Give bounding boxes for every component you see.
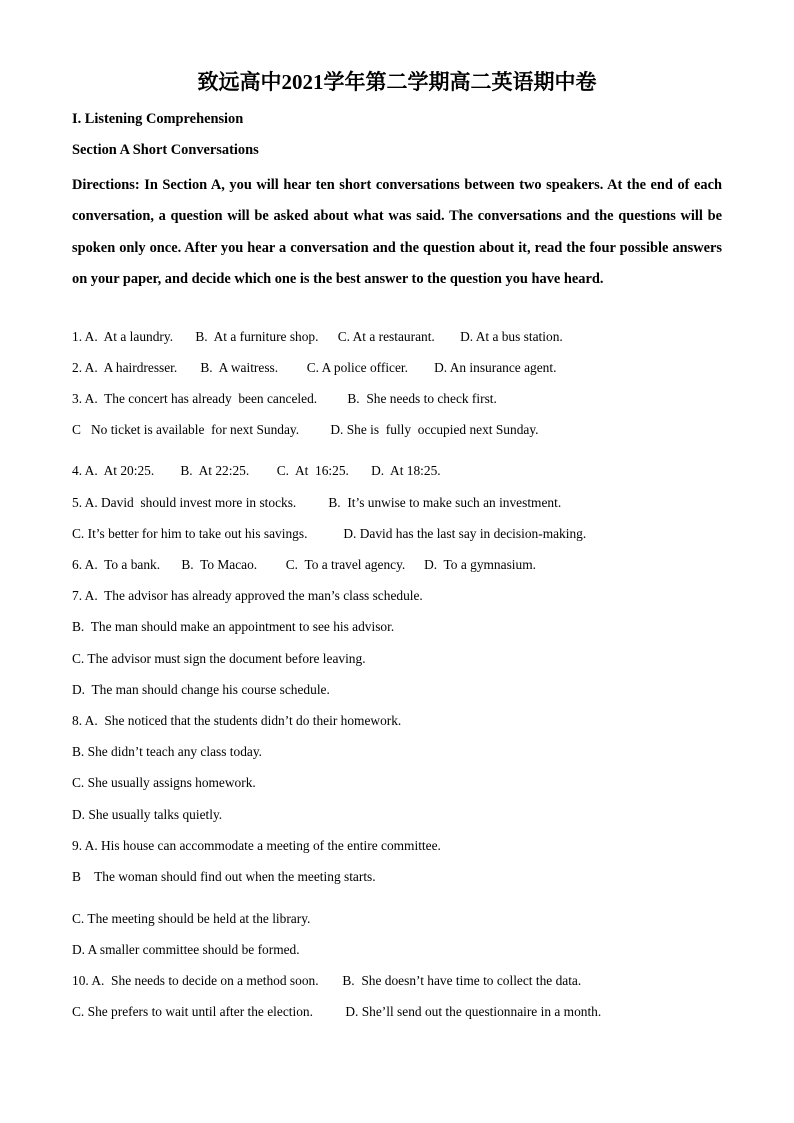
option: C. The advisor must sign the document before leaving.: [72, 651, 366, 666]
option: B. To Macao.: [181, 557, 258, 572]
question-line-6: [72, 494, 561, 512]
option: C. To a travel agency.: [285, 557, 406, 572]
option: D. An insurance agent.: [434, 360, 557, 375]
option: C. It’s better for him to take out his savings.: [72, 526, 308, 541]
option: C. The meeting should be held at the library.: [72, 911, 311, 926]
question-line-14: [72, 743, 262, 761]
question-line-10: [72, 618, 394, 636]
option: B. She needs to check first.: [347, 391, 497, 406]
question-line-5: [72, 462, 441, 480]
option: D. At 18:25.: [371, 463, 441, 478]
question-line-21: [72, 972, 581, 990]
question-line-17: [72, 837, 441, 855]
question-line-11: [72, 650, 366, 668]
question-line-22: [72, 1003, 601, 1021]
option: D. To a gymnasium.: [424, 557, 536, 572]
option: 2. A. A hairdresser.: [72, 360, 178, 375]
option: C. At 16:25.: [276, 463, 349, 478]
option: D. She’ll send out the questionnaire in a month.: [345, 1004, 602, 1019]
option: B. At a furniture shop.: [195, 329, 319, 344]
question-line-12: [72, 681, 330, 699]
option: D. A smaller committee should be formed.: [72, 942, 300, 957]
question-line-1: [72, 328, 563, 346]
option: D. She is fully occupied next Sunday.: [330, 422, 539, 437]
option: B. The man should make an appointment to see his advisor.: [72, 619, 395, 634]
option: D. David has the last say in decision-making.: [343, 526, 587, 541]
option: B. She didn’t teach any class today.: [72, 744, 263, 759]
option: 9. A. His house can accommodate a meeting of the entire committee.: [72, 838, 441, 853]
option: C No ticket is available for next Sunday.: [72, 422, 300, 437]
option: 3. A. The concert has already been canceled.: [72, 391, 318, 406]
option: C. She prefers to wait until after the election.: [72, 1004, 313, 1019]
question-line-13: [72, 712, 401, 730]
option: C. She usually assigns homework.: [72, 775, 256, 790]
option: C. At a restaurant.: [337, 329, 435, 344]
option: B. It’s unwise to make such an investment.: [328, 495, 562, 510]
option: B. At 22:25.: [180, 463, 250, 478]
option: D. She usually talks quietly.: [72, 807, 223, 822]
option: C. A police officer.: [306, 360, 408, 375]
question-line-3: [72, 390, 497, 408]
page-title: 致远高中2021学年第二学期高二英语期中卷: [197, 70, 597, 94]
part-heading: I. Listening Comprehension: [72, 111, 244, 127]
question-line-20: [72, 941, 300, 959]
option: 1. A. At a laundry.: [72, 329, 174, 344]
option: B. A waitress.: [200, 360, 279, 375]
question-line-8: [72, 556, 536, 574]
option: D. The man should change his course schedule.: [72, 682, 330, 697]
section-heading: Section A Short Conversations: [72, 142, 259, 158]
question-line-18: [72, 868, 376, 886]
directions-paragraph: Directions: In Section A, you will hear ten short conversations between two speakers. At the end of each conversation, a question will be asked about what was said. The conversations and the questions will be spoken only once. After you hear a conversation and the question about it, read the four possible answers on your paper, and decide which one is the best answer to the question you have heard.: [72, 177, 722, 287]
question-line-4: [72, 421, 539, 439]
question-line-19: [72, 910, 310, 928]
option: 5. A. David should invest more in stocks.: [72, 495, 297, 510]
question-line-9: [72, 587, 423, 605]
option: B. She doesn’t have time to collect the data.: [342, 973, 582, 988]
option: B The woman should find out when the meeting starts.: [72, 869, 376, 884]
option: D. At a bus station.: [460, 329, 563, 344]
option: 8. A. She noticed that the students didn’t do their homework.: [72, 713, 402, 728]
option: 7. A. The advisor has already approved the man’s class schedule.: [72, 588, 423, 603]
option: 10. A. She needs to decide on a method soon.: [72, 973, 319, 988]
question-line-7: [72, 525, 586, 543]
option: 6. A. To a bank.: [72, 557, 161, 572]
question-line-2: [72, 359, 556, 377]
option: 4. A. At 20:25.: [72, 463, 155, 478]
question-line-16: [72, 806, 222, 824]
question-line-15: [72, 774, 256, 792]
